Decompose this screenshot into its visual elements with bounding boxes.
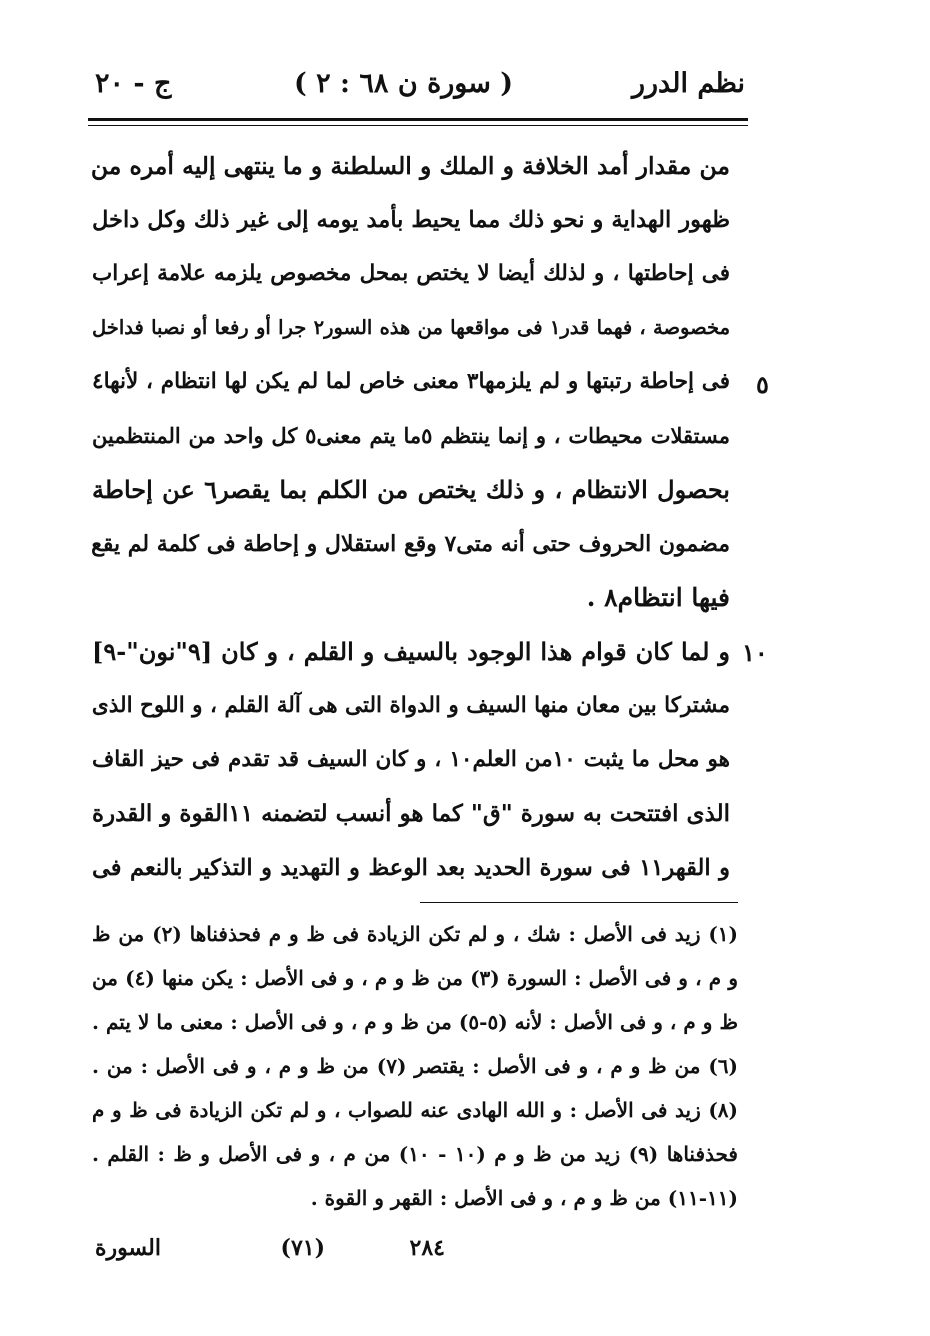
book-title: نظم الدرر [631, 68, 745, 99]
part-number: ج - ٢٠ [95, 68, 172, 99]
body-line: و القهر١١ فى سورة الحديد بعد الوعظ و التهديد و التذكير بالنعم فى [92, 855, 730, 881]
line-number-5: ٥ [756, 370, 769, 399]
footnote-line: (٦) من ظ و م ، و فى الأصل : يقتصر (٧) من ظ و م ، و فى الأصل : من . [92, 1054, 738, 1078]
footnote-line: (١١-١١) من ظ و م ، و فى الأصل : القهر و القوة . [310, 1186, 738, 1210]
header-rule-thick [88, 118, 748, 121]
body-line: هو محل ما يثبت ١٠من العلم١٠ ، و كان السيف قد تقدم فى حيز القاف [92, 747, 730, 772]
running-header [95, 68, 745, 108]
body-line: مستقلات محيطات ، و إنما ينتظم ٥ما يتم معنى٥ كل واحد من المنتظمين [92, 423, 730, 448]
page-number: ٢٨٤ [409, 1235, 445, 1261]
footnote-line: فحذفناها (٩) زيد من ظ و م (١٠ - ١٠) من م ، و فى الأصل و ظ : القلم . [92, 1142, 738, 1166]
body-line: بحصول الانتظام ، و ذلك يختص من الكلم بما يقصر٦ عن إحاطة [92, 475, 730, 504]
signature-mark: (٧١) [280, 1235, 325, 1261]
line-number-10: ١٠ [742, 638, 768, 667]
body-line: الذى افتتحت به سورة "ق" كما هو أنسب لتضمنه ١١القوة و القدرة [92, 800, 730, 827]
body-line: مضمون الحروف حتى أنه متى٧ وقع استقلال و إحاطة فى كلمة لم يقع [91, 531, 730, 557]
header-rule-thin [88, 125, 748, 126]
catchword: السورة [95, 1235, 161, 1261]
body-line: فيها انتظام٨ . [586, 583, 730, 612]
page-footer [95, 1235, 745, 1271]
body-line: مخصوصة ، فهما قدر١ فى مواقعها من هذه السور٢ جرا أو رفعا أو نصبا فداخل [92, 316, 731, 339]
footnote-line: (١) زيد فى الأصل : شك ، و لم تكن الزيادة فى ظ و م فحذفناها (٢) من ظ [92, 922, 739, 946]
body-line: و لما كان قوام هذا الوجود بالسيف و القلم ، و كان [٩"نون"-٩] [92, 637, 730, 666]
footnote-line: (٨) زيد فى الأصل : و الله الهادى عنه للصواب ، و لم تكن الزيادة فى ظ و م [92, 1098, 738, 1122]
sura-reference: ( سورة ن ٦٨ : ٢ ) [293, 68, 513, 99]
body-line: ظهور الهداية و نحو ذلك مما يحيط بأمد يومه إلى غير ذلك وكل داخل [92, 207, 730, 233]
body-line: فى إحاطة رتبتها و لم يلزمها٣ معنى خاص لما لم يكن لها انتظام ، لأنها٤ [92, 369, 730, 394]
footnote-rule [420, 902, 738, 903]
footnote-line: و م ، و فى الأصل : السورة (٣) من ظ و م ، و فى الأصل : يكن منها (٤) من [92, 966, 738, 990]
body-line: فى إحاطتها ، و لذلك أيضا لا يختص بمحل مخصوص يلزمه علامة إعراب [92, 261, 730, 286]
body-line: مشتركا بين معان منها السيف و الدواة التى هى آلة القلم ، و اللوح الذى [91, 693, 730, 718]
body-line: من مقدار أمد الخلافة و الملك و السلطنة و ما ينتهى إليه أمره من [90, 152, 730, 180]
footnote-line: ظ و م ، و فى الأصل : لأنه (٥-٥) من ظ و م ، و فى الأصل : معنى ما لا يتم . [92, 1010, 738, 1034]
